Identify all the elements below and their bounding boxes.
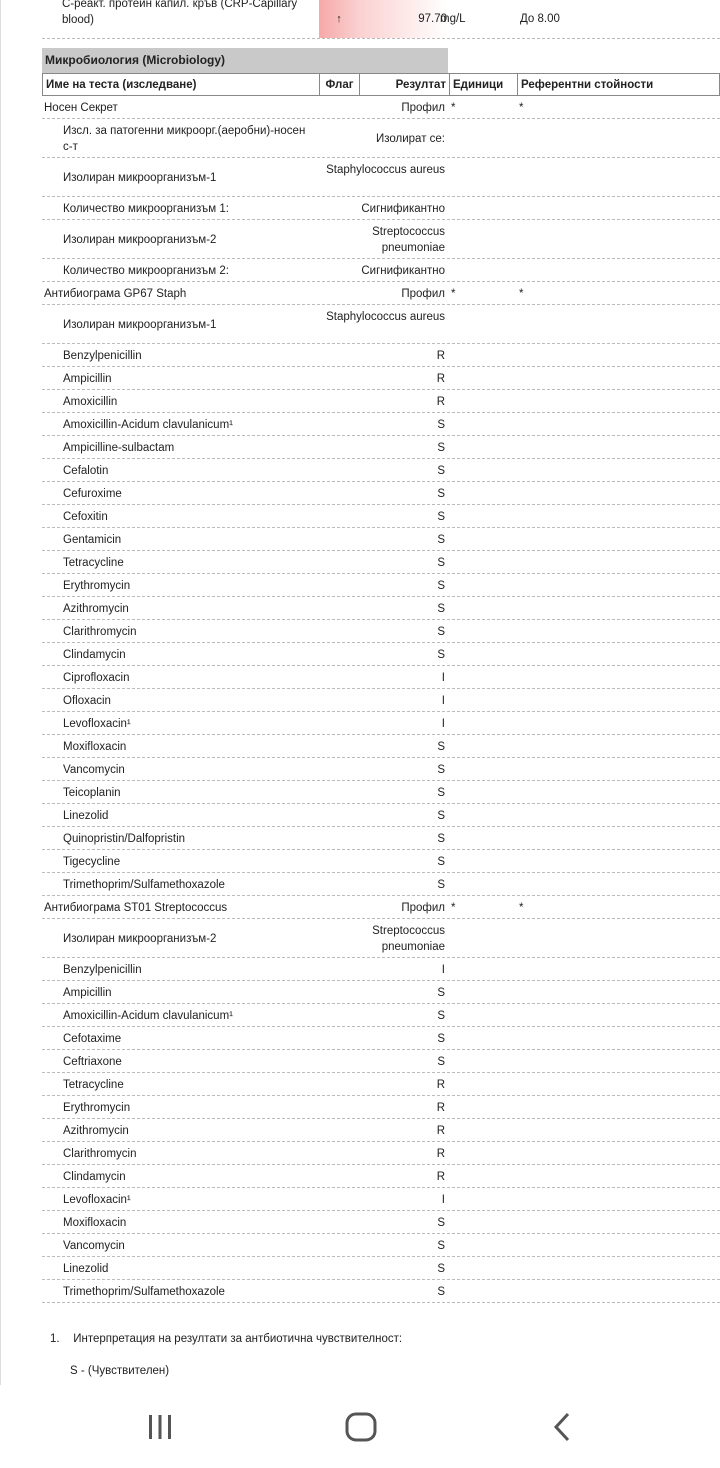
row-test-name: Benzylpenicillin	[63, 350, 142, 362]
row-result: S	[437, 649, 445, 661]
table-row	[42, 735, 720, 758]
group-row	[42, 96, 720, 119]
page-left-border	[0, 0, 1, 1385]
row-result: S	[437, 1033, 445, 1045]
table-row	[42, 1257, 720, 1280]
row-result: Изолират се:	[375, 133, 445, 145]
row-test-name: Moxifloxacin	[63, 741, 127, 753]
row-test-name: Носен Секрет	[44, 102, 118, 114]
table-row	[42, 758, 720, 781]
row-test-name: Количество микроорганизъм 1:	[63, 203, 229, 215]
table-row	[42, 574, 720, 597]
table-row	[42, 259, 720, 282]
row-test-name: Azithromycin	[63, 1125, 129, 1137]
row-result: S	[437, 741, 445, 753]
row-reference: *	[519, 102, 524, 114]
back-button[interactable]	[533, 1407, 593, 1447]
table-row	[42, 597, 720, 620]
table-row	[42, 505, 720, 528]
table-row	[42, 981, 720, 1004]
table-row	[42, 1188, 720, 1211]
result-value: 97.70	[359, 0, 447, 38]
row-test-name: Erythromycin	[63, 1102, 131, 1114]
row-result: S	[437, 511, 445, 523]
table-row	[42, 390, 720, 413]
row-test-name: Cefoxitin	[63, 511, 108, 523]
table-row	[42, 459, 720, 482]
table-row	[42, 1119, 720, 1142]
row-test-name: Levofloxacin¹	[63, 1194, 131, 1206]
row-result: S	[437, 1217, 445, 1229]
row-test-name: Levofloxacin¹	[63, 718, 131, 730]
row-test-name: Linezolid	[63, 1263, 109, 1275]
row-test-name: Tetracycline	[63, 1079, 124, 1091]
result-units: mg/L	[440, 13, 466, 25]
row-result: I	[441, 695, 445, 707]
table-row	[42, 958, 720, 981]
row-test-name: Ofloxacin	[63, 695, 111, 707]
row-units: *	[451, 902, 456, 914]
row-result: R	[436, 373, 445, 385]
android-navigation-bar	[0, 1385, 720, 1468]
row-test-name: Amoxicillin	[63, 396, 118, 408]
row-result: R	[436, 1171, 445, 1183]
row-test-name: Ampicillin	[63, 373, 112, 385]
table-row	[42, 1165, 720, 1188]
home-icon	[344, 1411, 378, 1443]
table-row	[42, 551, 720, 574]
row-test-name: Cefotaxime	[63, 1033, 122, 1045]
footnote-text: Интерпретация на резултати за антбиотична чувствителност:	[73, 1333, 403, 1345]
row-test-name: Azithromycin	[63, 603, 129, 615]
row-result: R	[436, 1125, 445, 1137]
row-test-name: Изсл. за патогенни микроорг.(аеробни)-носен с-т	[63, 125, 306, 153]
table-row	[42, 220, 720, 259]
table-header	[42, 73, 720, 96]
row-result: I	[441, 1194, 445, 1206]
test-name: C-реакт. протеин капил. кръв (CRP-Capillary blood)	[62, 0, 298, 26]
header-reference: Референтни стойности	[518, 74, 720, 96]
row-test-name: Vancomycin	[63, 764, 125, 776]
table-row	[42, 1211, 720, 1234]
row-result: S	[437, 442, 445, 454]
row-test-name: Linezolid	[63, 810, 109, 822]
row-result: S	[437, 557, 445, 569]
row-test-name: Изолиран микроорганизъм-2	[63, 234, 217, 246]
row-test-name: Vancomycin	[63, 1240, 125, 1252]
row-result: R	[436, 1102, 445, 1114]
row-test-name: Ceftriaxone	[63, 1056, 122, 1068]
footnote	[50, 1333, 402, 1345]
table-row	[42, 781, 720, 804]
recent-apps-icon	[145, 1413, 175, 1441]
back-icon	[551, 1412, 575, 1442]
row-test-name: Tetracycline	[63, 557, 124, 569]
table-row	[42, 158, 720, 197]
row-reference: *	[519, 902, 524, 914]
row-result: S	[437, 488, 445, 500]
row-result: Streptococcus pneumoniae	[372, 925, 445, 953]
footnote-number: 1.	[50, 1333, 60, 1345]
row-test-name: Изолиран микроорганизъм-1	[63, 319, 217, 331]
row-test-name: Clindamycin	[63, 1171, 126, 1183]
table-row	[42, 1004, 720, 1027]
table-row	[42, 413, 720, 436]
table-row	[42, 643, 720, 666]
row-result: S	[437, 534, 445, 546]
header-name: Име на теста (изследване)	[43, 74, 320, 96]
table-row	[42, 804, 720, 827]
table-row	[42, 1142, 720, 1165]
row-result: S	[437, 1056, 445, 1068]
table-row	[42, 1073, 720, 1096]
table-row	[42, 436, 720, 459]
row-test-name: Quinopristin/Dalfopristin	[63, 833, 186, 845]
table-row	[42, 482, 720, 505]
table-row	[42, 620, 720, 643]
table-row	[42, 344, 720, 367]
row-units: *	[451, 288, 456, 300]
table-row	[42, 873, 720, 896]
section-title: Микробиология (Microbiology)	[42, 48, 448, 73]
row-test-name: Moxifloxacin	[63, 1217, 127, 1229]
row-result: Сигнификантно	[361, 203, 445, 215]
row-result: S	[437, 810, 445, 822]
table-row	[42, 1280, 720, 1303]
row-result: S	[437, 603, 445, 615]
table-row	[42, 689, 720, 712]
row-test-name: Trimethoprim/Sulfamethoxazole	[63, 1286, 225, 1298]
row-result: S	[437, 580, 445, 592]
row-test-name: Антибиограма ST01 Streptococcus	[44, 902, 228, 914]
header-units: Единици	[450, 74, 518, 96]
row-result: S	[437, 879, 445, 891]
row-result: S	[437, 787, 445, 799]
recent-apps-button[interactable]	[130, 1407, 190, 1447]
table-row	[42, 1096, 720, 1119]
table-row	[42, 1050, 720, 1073]
row-result: Профил	[401, 902, 445, 914]
row-result: S	[437, 764, 445, 776]
table-row	[42, 850, 720, 873]
table-row	[42, 1027, 720, 1050]
row-result: R	[436, 1148, 445, 1160]
row-test-name: Amoxicillin-Acidum clavulanicum¹	[63, 419, 233, 431]
results-table-body	[42, 96, 720, 1303]
row-result: I	[441, 964, 445, 976]
row-units: *	[451, 102, 456, 114]
row-result: R	[436, 396, 445, 408]
row-result: Streptococcus pneumoniae	[372, 226, 445, 254]
table-row	[42, 827, 720, 850]
row-test-name: Изолиран микроорганизъм-1	[63, 172, 217, 184]
table-row	[42, 305, 720, 344]
row-test-name: Benzylpenicillin	[63, 964, 142, 976]
row-test-name: Clarithromycin	[63, 1148, 137, 1160]
row-test-name: Clindamycin	[63, 649, 126, 661]
row-test-name: Изолиран микроорганизъм-2	[63, 933, 217, 945]
row-result: S	[437, 465, 445, 477]
table-row	[42, 528, 720, 551]
row-result: Профил	[401, 102, 445, 114]
row-result: I	[441, 718, 445, 730]
row-result: S	[437, 1286, 445, 1298]
table-row	[42, 119, 720, 158]
header-flag: Флаг	[320, 74, 360, 96]
row-result: S	[437, 856, 445, 868]
row-result: S	[437, 626, 445, 638]
row-test-name: Cefalotin	[63, 465, 109, 477]
row-test-name: Gentamicin	[63, 534, 122, 546]
row-test-name: Ampicillin	[63, 987, 112, 999]
table-row	[42, 919, 720, 958]
row-test-name: Tigecycline	[63, 856, 121, 868]
table-row	[42, 197, 720, 220]
row-test-name: Антибиограма GP67 Staph	[44, 288, 187, 300]
home-button[interactable]	[331, 1407, 391, 1447]
table-row	[42, 666, 720, 689]
row-result: S	[437, 1240, 445, 1252]
row-test-name: Teicoplanin	[63, 787, 121, 799]
row-test-name: Количество микроорганизъм 2:	[63, 265, 229, 277]
row-test-name: Clarithromycin	[63, 626, 137, 638]
row-result: Staphylococcus aureus	[326, 311, 445, 323]
flag-high-icon: ↑	[319, 0, 359, 38]
row-result: S	[437, 1010, 445, 1022]
reference-range: До 8.00	[520, 13, 560, 25]
row-result: S	[437, 833, 445, 845]
row-result: S	[437, 987, 445, 999]
header-result: Резултат	[360, 74, 450, 96]
row-result: R	[436, 1079, 445, 1091]
row-result: S	[437, 419, 445, 431]
row-result: I	[441, 672, 445, 684]
row-result: S	[437, 1263, 445, 1275]
crp-result-row	[42, 0, 720, 39]
row-test-name: Amoxicillin-Acidum clavulanicum¹	[63, 1010, 233, 1022]
table-row	[42, 712, 720, 735]
row-result: R	[436, 350, 445, 362]
table-row	[42, 367, 720, 390]
row-result: Staphylococcus aureus	[326, 164, 445, 176]
row-result: Сигнификантно	[361, 265, 445, 277]
group-row	[42, 896, 720, 919]
row-result: Профил	[401, 288, 445, 300]
group-row	[42, 282, 720, 305]
row-test-name: Cefuroxime	[63, 488, 122, 500]
table-row	[42, 1234, 720, 1257]
row-test-name: Ciprofloxacin	[63, 672, 130, 684]
footnote-sensitive: S - (Чувствителен)	[70, 1365, 170, 1377]
row-test-name: Erythromycin	[63, 580, 131, 592]
row-test-name: Trimethoprim/Sulfamethoxazole	[63, 879, 225, 891]
row-reference: *	[519, 288, 524, 300]
row-test-name: Ampicilline-sulbactam	[63, 442, 175, 454]
